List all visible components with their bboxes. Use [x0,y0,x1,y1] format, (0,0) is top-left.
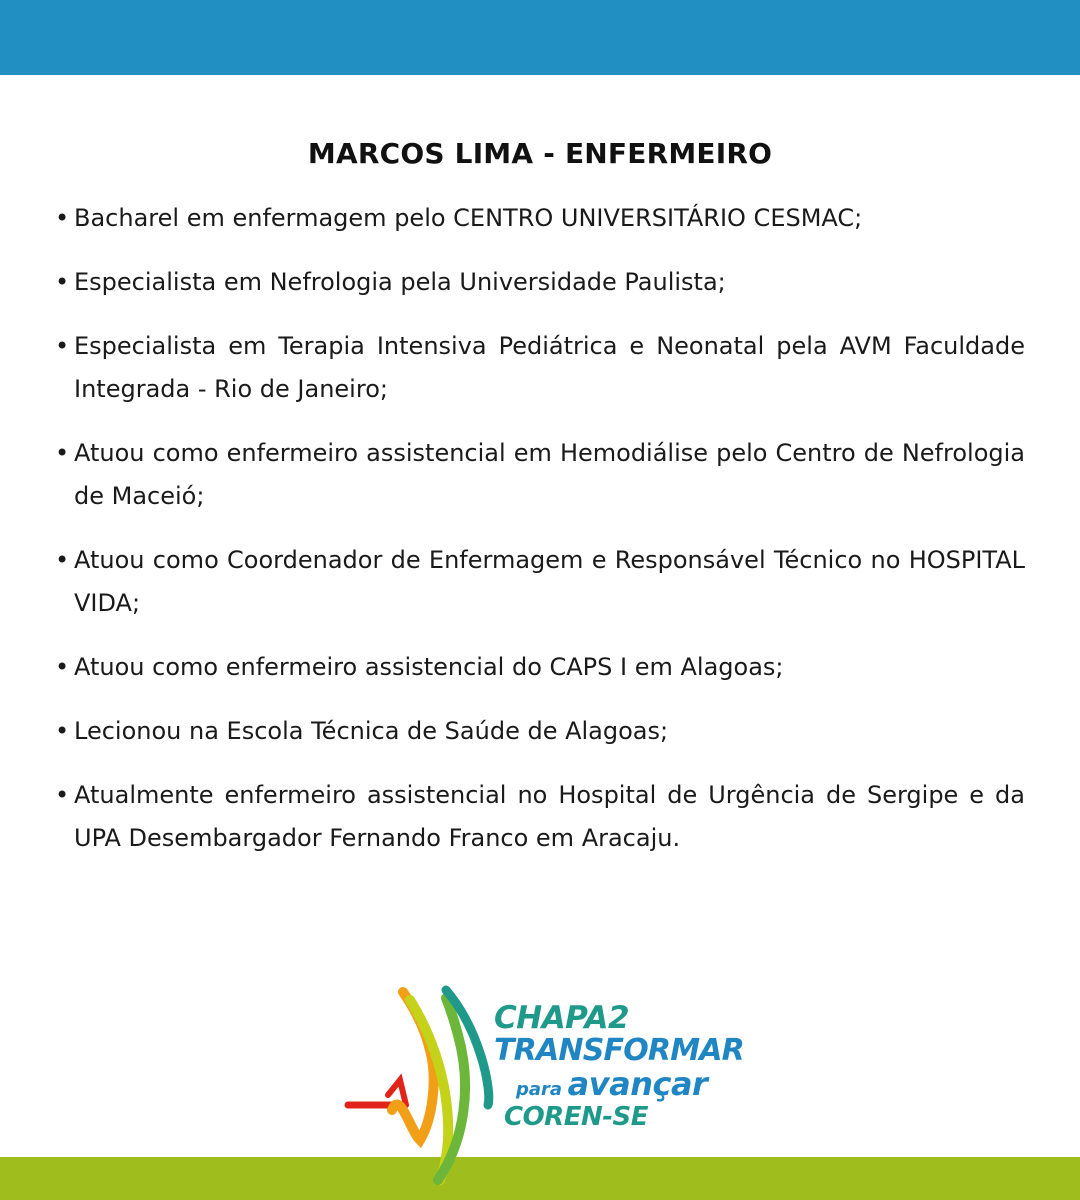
logo-line-para-avancar [494,1065,744,1103]
top-banner-bar [0,0,1080,75]
logo-wordmark [494,1000,744,1132]
list-item: • Especialista em Nefrologia pela Universidade Paulista; [52,261,1025,304]
list-item: • Atuou como enfermeiro assistencial do CAPS I em Alagoas; [52,646,1025,689]
logo-word-avancar: avançar [567,1065,708,1103]
page-title: MARCOS LIMA - ENFERMEIRO [307,137,773,170]
logo-line-chapa: CHAPA2 [494,1000,630,1036]
list-item: • Lecionou na Escola Técnica de Saúde de Alagoas; [52,710,1025,753]
list-item: • Atuou como enfermeiro assistencial em Hemodiálise pelo Centro de Nefrologia de Maceió; [52,432,1025,518]
credentials-list [52,197,1025,881]
list-item: • Atuou como Coordenador de Enfermagem e Responsável Técnico no HOSPITAL VIDA; [52,539,1025,625]
logo-line-transformar: TRANSFORMAR [494,1033,744,1068]
list-item: • Atualmente enfermeiro assistencial no Hospital de Urgência de Sergipe e da UPA Desembargador Fernando Franco em Aracaju. [52,774,1025,860]
list-item: • Especialista em Terapia Intensiva Pediátrica e Neonatal pela AVM Faculdade Integrada - Rio de Janeiro; [52,325,1025,411]
list-item: • Bacharel em enfermagem pelo CENTRO UNIVERSITÁRIO CESMAC; [52,197,1025,240]
logo-word-para: para [516,1079,563,1100]
logo-line-coren: COREN-SE [504,1102,649,1132]
